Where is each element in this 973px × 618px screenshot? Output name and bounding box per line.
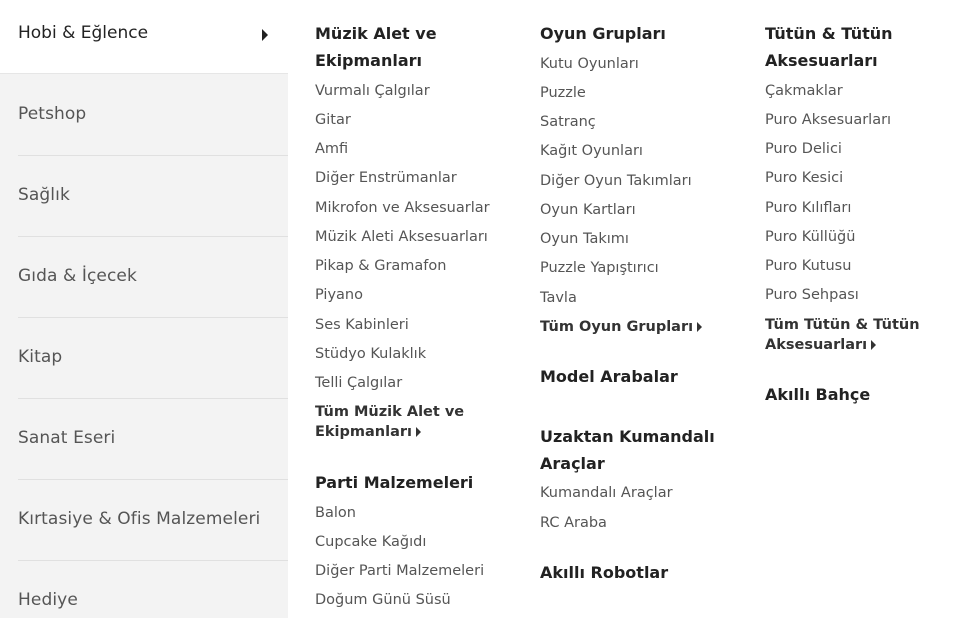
link-dogum-gunu[interactable]: Doğum Günü Süsü: [315, 592, 451, 608]
link-puro-kiliflari[interactable]: Puro Kılıfları: [765, 200, 852, 216]
heading-tutun[interactable]: [765, 20, 893, 74]
link-tavla[interactable]: Tavla: [540, 290, 577, 306]
sidebar-item-label: Sanat Eseri: [18, 428, 116, 448]
heading-oyun-gruplari[interactable]: Oyun Grupları: [540, 24, 666, 43]
link-kutu-oyunlari[interactable]: Kutu Oyunları: [540, 56, 639, 72]
link-text: Tüm Tütün & Tütün: [765, 317, 920, 333]
sidebar-item-label: Gıda & İçecek: [18, 266, 137, 286]
heading-uzaktan-kumandali[interactable]: [540, 423, 715, 477]
sidebar-item-gida-icecek[interactable]: [18, 236, 288, 286]
heading-text-2: Ekipmanları: [315, 51, 423, 70]
link-cakmaklar[interactable]: Çakmaklar: [765, 83, 843, 99]
sidebar-item-saglik[interactable]: [18, 155, 288, 205]
sidebar-item-petshop[interactable]: [18, 74, 288, 124]
link-satranc[interactable]: Satranç: [540, 114, 596, 130]
heading-text-2: Aksesuarları: [765, 51, 878, 70]
link-text-2: Ekipmanları: [315, 424, 412, 440]
link-kagit-oyunlari[interactable]: Kağıt Oyunları: [540, 143, 643, 159]
sidebar-item-label: Kitap: [18, 347, 63, 367]
sidebar-item-kirtasiye[interactable]: [18, 479, 288, 529]
link-muzik-aksesuar[interactable]: Müzik Aleti Aksesuarları: [315, 229, 488, 245]
link-piyano[interactable]: Piyano: [315, 287, 363, 303]
link-tum-tutun[interactable]: [765, 315, 920, 355]
sidebar-item-sanat-eseri[interactable]: [18, 398, 288, 448]
sidebar-item-label: Hobi & Eğlence: [18, 23, 149, 43]
link-oyun-takimi[interactable]: Oyun Takımı: [540, 231, 629, 247]
caret-right-icon: [697, 322, 702, 332]
link-tum-muzik[interactable]: [315, 402, 464, 442]
heading-text-2: Araçlar: [540, 454, 605, 473]
link-puzzle-yapistirici[interactable]: Puzzle Yapıştırıcı: [540, 260, 659, 276]
heading-akilli-robotlar[interactable]: Akıllı Robotlar: [540, 563, 669, 582]
link-puro-kesici[interactable]: Puro Kesici: [765, 170, 844, 186]
link-text: Tüm Müzik Alet ve: [315, 404, 465, 420]
link-text-2: Aksesuarları: [765, 337, 868, 353]
link-puro-kutusu[interactable]: Puro Kutusu: [765, 258, 852, 274]
link-pikap[interactable]: Pikap & Gramafon: [315, 258, 447, 274]
link-studyo-kulaklik[interactable]: Stüdyo Kulaklık: [315, 346, 427, 362]
link-puro-aksesuar[interactable]: Puro Aksesuarları: [765, 112, 892, 128]
link-oyun-kartlari[interactable]: Oyun Kartları: [540, 202, 636, 218]
heading-parti[interactable]: Parti Malzemeleri: [315, 473, 474, 492]
link-puzzle[interactable]: Puzzle: [540, 85, 586, 101]
link-amfi[interactable]: Amfi: [315, 141, 349, 157]
link-balon[interactable]: Balon: [315, 505, 356, 521]
link-vurmali[interactable]: Vurmalı Çalgılar: [315, 83, 430, 99]
chevron-right-icon: [262, 29, 268, 41]
sidebar-item-label: Sağlık: [18, 185, 70, 205]
heading-text: Uzaktan Kumandalı: [540, 427, 715, 446]
link-text: Tüm Oyun Grupları: [540, 319, 694, 335]
sidebar-item-kitap[interactable]: [18, 317, 288, 367]
link-diger-enstruman[interactable]: Diğer Enstrümanlar: [315, 170, 457, 186]
sidebar-item-hobi-eglence[interactable]: [0, 0, 288, 74]
heading-text: Müzik Alet ve: [315, 24, 437, 43]
link-tum-oyun[interactable]: [540, 317, 702, 337]
link-puro-kullugu[interactable]: Puro Küllüğü: [765, 229, 856, 245]
link-gitar[interactable]: Gitar: [315, 112, 351, 128]
caret-right-icon: [416, 427, 421, 437]
sidebar-item-hediye[interactable]: [18, 560, 288, 610]
heading-muzik[interactable]: [315, 20, 437, 74]
sidebar-item-label: Petshop: [18, 104, 87, 124]
category-sidebar: [0, 0, 288, 618]
link-kumandali-araclar[interactable]: Kumandalı Araçlar: [540, 485, 673, 501]
link-diger-oyun[interactable]: Diğer Oyun Takımları: [540, 173, 692, 189]
link-puro-delici[interactable]: Puro Delici: [765, 141, 842, 157]
link-telli-calgilar[interactable]: Telli Çalgılar: [315, 375, 403, 391]
heading-text: Tütün & Tütün: [765, 24, 893, 43]
heading-model-arabalar[interactable]: Model Arabalar: [540, 367, 678, 386]
caret-right-icon: [871, 340, 876, 350]
link-cupcake[interactable]: Cupcake Kağıdı: [315, 534, 427, 550]
heading-akilli-bahce[interactable]: Akıllı Bahçe: [765, 385, 871, 404]
link-ses-kabinleri[interactable]: Ses Kabinleri: [315, 317, 409, 333]
link-mikrofon[interactable]: Mikrofon ve Aksesuarlar: [315, 200, 490, 216]
link-rc-araba[interactable]: RC Araba: [540, 515, 607, 531]
link-puro-sehpasi[interactable]: Puro Sehpası: [765, 287, 859, 303]
sidebar-item-label: Kırtasiye & Ofis Malzemeleri: [18, 509, 261, 529]
sidebar-item-label: Hediye: [18, 590, 78, 610]
link-diger-parti[interactable]: Diğer Parti Malzemeleri: [315, 563, 485, 579]
